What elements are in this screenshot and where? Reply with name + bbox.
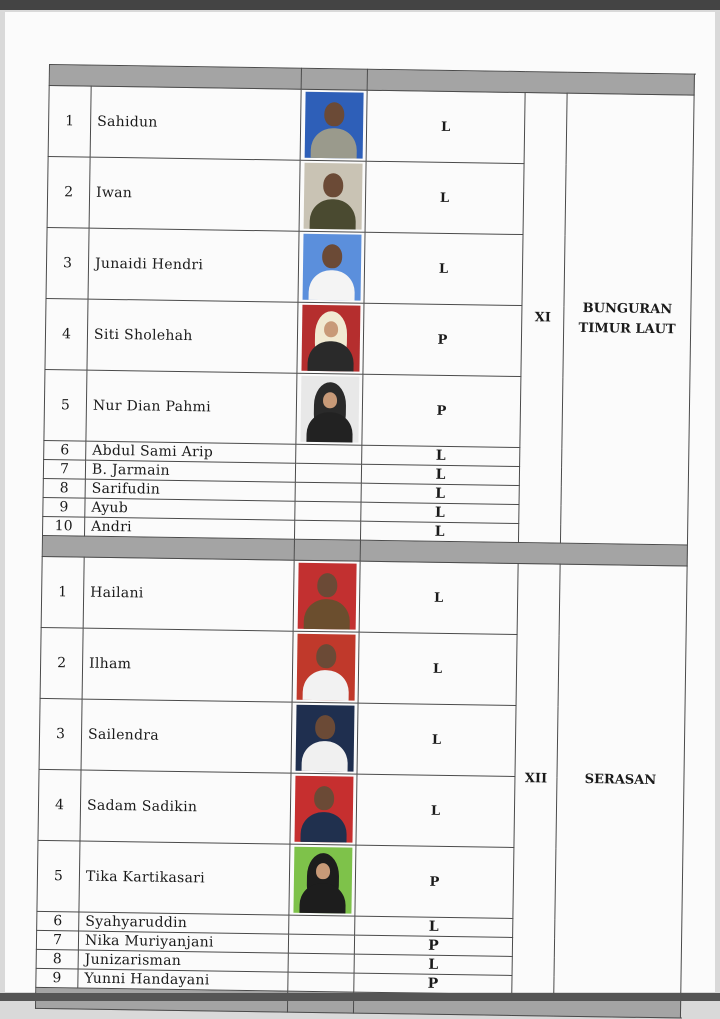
portrait-body bbox=[300, 812, 346, 843]
participant-name: Sarifudin bbox=[85, 479, 295, 501]
gender-code: L bbox=[356, 774, 515, 847]
row-number: 1 bbox=[41, 556, 84, 628]
portrait-body bbox=[299, 883, 345, 914]
photo-cell bbox=[296, 373, 363, 445]
gender-code: P bbox=[354, 973, 512, 994]
portrait-photo bbox=[293, 847, 352, 914]
scanned-page bbox=[5, 12, 715, 992]
participant-name: B. Jarmain bbox=[85, 460, 295, 482]
portrait-head bbox=[316, 644, 336, 668]
photo-cell bbox=[296, 444, 362, 464]
photo-cell bbox=[293, 560, 360, 632]
participant-name: Abdul Sami Arip bbox=[86, 441, 296, 463]
gender-code: L bbox=[357, 703, 516, 776]
portrait-body bbox=[303, 599, 349, 630]
portrait-head bbox=[322, 392, 336, 408]
participant-name: Ilham bbox=[82, 628, 293, 702]
row-number: 8 bbox=[43, 478, 85, 498]
participant-name: Hailani bbox=[83, 557, 294, 631]
photo-cell bbox=[295, 501, 361, 521]
row-number: 5 bbox=[37, 840, 80, 912]
row-number: 4 bbox=[45, 298, 88, 370]
gender-code: L bbox=[355, 916, 513, 937]
window-top-edge bbox=[0, 0, 720, 10]
participant-name: Junaidi Hendri bbox=[88, 228, 299, 302]
photo-cell bbox=[289, 844, 356, 916]
class-label: XI bbox=[518, 93, 567, 544]
portrait-photo bbox=[301, 305, 360, 372]
portrait-head bbox=[315, 715, 335, 739]
row-number: 7 bbox=[36, 930, 78, 950]
portrait-body bbox=[307, 341, 353, 372]
photo-cell bbox=[289, 915, 355, 935]
participant-name: Iwan bbox=[89, 157, 300, 231]
photo-cell bbox=[294, 520, 360, 540]
participant-table-body bbox=[35, 65, 694, 1018]
participant-table bbox=[35, 64, 695, 1018]
portrait-head bbox=[323, 173, 343, 197]
photo-cell bbox=[290, 773, 357, 845]
portrait-photo bbox=[300, 376, 359, 443]
portrait-head bbox=[317, 573, 337, 597]
portrait-head bbox=[324, 102, 344, 126]
gender-code: L bbox=[364, 232, 523, 305]
row-number: 3 bbox=[46, 227, 89, 299]
gender-code: L bbox=[361, 502, 519, 523]
table-row bbox=[41, 556, 687, 637]
portrait-photo bbox=[296, 634, 355, 701]
photo-cell bbox=[295, 482, 361, 502]
row-number: 2 bbox=[47, 156, 90, 228]
gender-code: L bbox=[366, 90, 525, 163]
photo-cell bbox=[297, 302, 364, 374]
participant-name: Andri bbox=[85, 517, 295, 539]
row-number: 2 bbox=[40, 627, 83, 699]
portrait-photo bbox=[297, 563, 356, 630]
gender-code: L bbox=[360, 521, 518, 542]
photo-cell bbox=[288, 972, 354, 992]
gender-code: P bbox=[354, 935, 512, 956]
photo-cell bbox=[299, 160, 366, 232]
gender-code: L bbox=[354, 954, 512, 975]
participant-name: Tika Kartikasari bbox=[79, 841, 290, 915]
window-bottom-edge bbox=[0, 993, 720, 1001]
participant-name: Sadam Sadikin bbox=[80, 770, 291, 844]
participant-name: Nika Muriyanjani bbox=[78, 931, 288, 953]
participant-table-container bbox=[35, 64, 699, 1019]
portrait-photo bbox=[294, 776, 353, 843]
row-number: 1 bbox=[48, 86, 91, 158]
row-number: 6 bbox=[37, 911, 79, 931]
participant-name: Ayub bbox=[85, 498, 295, 520]
portrait-photo bbox=[303, 163, 362, 230]
photo-cell bbox=[298, 231, 365, 303]
portrait-head bbox=[323, 321, 337, 337]
participant-name: Nur Dian Pahmi bbox=[86, 370, 297, 444]
portrait-photo bbox=[304, 92, 363, 159]
row-number: 4 bbox=[38, 769, 81, 841]
portrait-body bbox=[302, 670, 348, 701]
portrait-photo bbox=[295, 705, 354, 772]
photo-cell bbox=[295, 463, 361, 483]
gender-code: L bbox=[361, 464, 519, 485]
gender-code: L bbox=[358, 632, 517, 705]
participant-name: Yunni Handayani bbox=[78, 969, 288, 991]
portrait-body bbox=[309, 199, 355, 230]
class-label: XII bbox=[512, 564, 560, 996]
participant-name: Sahidun bbox=[90, 86, 301, 160]
photo-cell bbox=[288, 934, 354, 954]
portrait-body bbox=[306, 412, 352, 443]
row-number: 9 bbox=[36, 968, 78, 988]
gender-code: L bbox=[362, 445, 520, 466]
row-number: 3 bbox=[39, 698, 82, 770]
portrait-body bbox=[301, 741, 347, 772]
portrait-head bbox=[315, 863, 329, 879]
participant-name: Syahyaruddin bbox=[79, 912, 289, 934]
row-number: 8 bbox=[36, 949, 78, 969]
row-number: 9 bbox=[43, 497, 85, 517]
gender-code: L bbox=[361, 483, 519, 504]
portrait-photo bbox=[302, 234, 361, 301]
gender-code: P bbox=[362, 374, 521, 447]
participant-name: Sailendra bbox=[81, 699, 292, 773]
row-number: 10 bbox=[43, 516, 85, 536]
portrait-body bbox=[310, 128, 356, 159]
gender-code: L bbox=[359, 561, 518, 634]
gender-code: P bbox=[355, 845, 514, 918]
portrait-body bbox=[308, 270, 354, 301]
photo-cell bbox=[288, 953, 354, 973]
participant-name: Junizarisman bbox=[78, 950, 288, 972]
photo-cell bbox=[300, 89, 367, 161]
photo-cell bbox=[291, 702, 358, 774]
area-label: SERASAN bbox=[554, 564, 687, 997]
photo-cell bbox=[292, 631, 359, 703]
participant-name: Siti Sholehah bbox=[87, 299, 298, 373]
portrait-head bbox=[313, 786, 333, 810]
area-label: BUNGURAN TIMUR LAUT bbox=[560, 93, 694, 545]
gender-code: L bbox=[365, 161, 524, 234]
portrait-head bbox=[322, 244, 342, 268]
row-number: 6 bbox=[44, 440, 86, 460]
row-number: 5 bbox=[44, 369, 87, 441]
table-row bbox=[48, 86, 694, 167]
gender-code: P bbox=[363, 303, 522, 376]
row-number: 7 bbox=[43, 459, 85, 479]
